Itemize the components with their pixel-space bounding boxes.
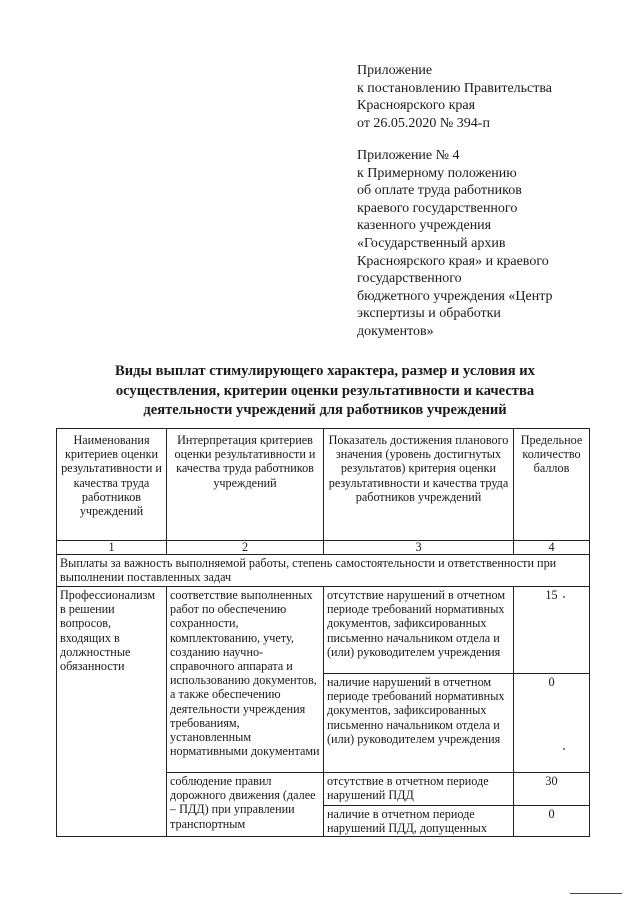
appendix-four-line: об оплате труда работников <box>357 183 522 199</box>
section-row <box>57 555 590 587</box>
score-cell: 0 <box>514 674 590 773</box>
column-number: 4 <box>514 541 590 555</box>
appendix-main-block <box>357 62 552 132</box>
appendix-main-line: к постановлению Правительства <box>357 80 553 96</box>
appendix-four-line: казенного учреждения <box>357 218 492 234</box>
criterion-cell: Профессионализм в решении вопросов, входящих в должностные обязанности <box>57 587 167 837</box>
column-number: 1 <box>57 541 167 555</box>
scan-speck <box>563 748 565 750</box>
column-number: 3 <box>324 541 514 555</box>
score-cell: 0 <box>514 806 590 837</box>
criteria-table <box>56 428 590 837</box>
appendix-four-line: документов» <box>357 323 434 339</box>
appendix-main-line: Приложение <box>357 63 433 78</box>
appendix-four-line: Красноярского края» и краевого <box>357 253 549 269</box>
appendix-main-line: от 26.05.2020 № 394-п <box>357 115 490 131</box>
indicator-cell: отсутствие нарушений в отчетном периоде требований нормативных документов, зафиксированных письменно начальником отдела и (или) руководителем учреждения <box>324 587 514 674</box>
header-max-points: Предельное количество баллов <box>514 429 590 541</box>
title-line: Виды выплат стимулирующего характера, размер и условия их <box>115 363 535 379</box>
score-cell: 15 <box>514 587 590 674</box>
appendix-four-line: к Примерному положению <box>357 165 517 181</box>
section-title: Выплаты за важность выполняемой работы, степень самостоятельности и ответственности при выполнении поставленных задач <box>57 555 590 587</box>
scan-mark-line <box>570 893 622 894</box>
column-number-row <box>57 541 590 555</box>
appendix-four-line: бюджетного учреждения «Центр <box>357 288 553 304</box>
interpretation-cell: соблюдение правил дорожного движения (далее – ПДД) при управлении транспортным <box>167 773 324 837</box>
appendix-four-line: государственного <box>357 271 462 287</box>
indicator-cell: наличие в отчетном периоде нарушений ПДД, допущенных <box>324 806 514 837</box>
appendix-four-line: экспертизы и обработки <box>357 306 501 322</box>
appendix-four-line: «Государственный архив <box>357 235 506 251</box>
table-header-row <box>57 429 590 541</box>
column-number: 2 <box>167 541 324 555</box>
interpretation-cell: соответствие выполненных работ по обеспечению сохранности, комплектованию, учету, созданию научно-справочного аппарата и использованию документов, а также обеспечению деятельности учреждения требованиям, установленным нормативными документами <box>167 587 324 773</box>
appendix-four-block <box>357 147 553 341</box>
title-line: осуществления, критерии оценки результативности и качества <box>115 382 535 399</box>
appendix-four-line: Приложение № 4 <box>357 148 460 163</box>
header-criteria-name: Наименования критериев оценки результативности и качества труда работников учреждений <box>57 429 167 541</box>
header-indicator: Показатель достижения планового значения (уровень достигнутых результатов) критерия оценки результативности и качества труда работников учреждений <box>324 429 514 541</box>
scan-speck <box>563 596 565 598</box>
appendix-four-line: краевого государственного <box>357 200 518 216</box>
score-cell: 30 <box>514 773 590 806</box>
document-title <box>60 362 590 421</box>
indicator-cell: отсутствие в отчетном периоде нарушений ПДД <box>324 773 514 806</box>
appendix-main-line: Красноярского края <box>357 98 476 114</box>
indicator-cell: наличие нарушений в отчетном периоде требований нормативных документов, зафиксированных письменно начальником отдела и (или) руководителем учреждения <box>324 674 514 773</box>
table-row <box>57 587 590 674</box>
header-interpretation: Интерпретация критериев оценки результативности и качества труда работников учреждений <box>167 429 324 541</box>
title-line: деятельности учреждений для работников учреждений <box>143 402 507 418</box>
